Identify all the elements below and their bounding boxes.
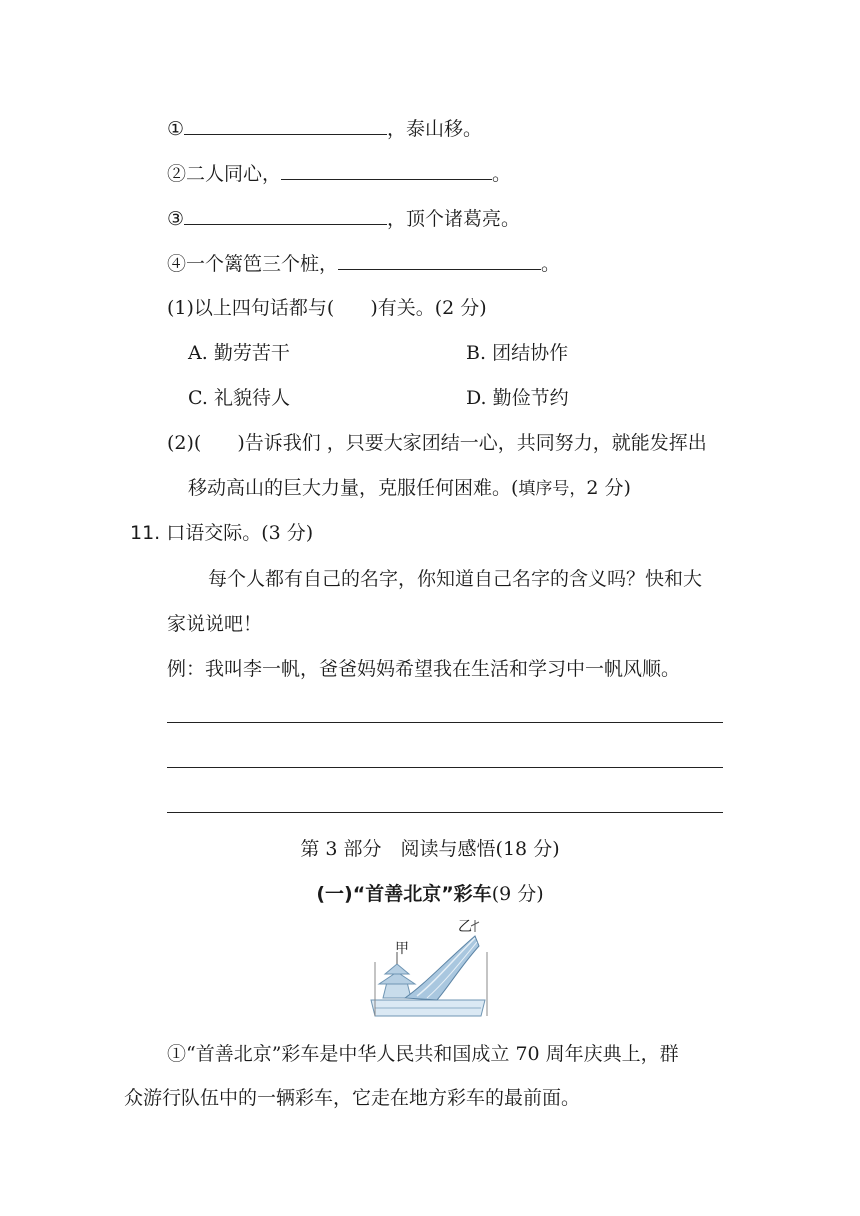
section-one-heading: (一)“首善北京”彩车(9 分) [316,883,544,905]
option-d[interactable]: D. 勤俭节约 [466,387,569,409]
parade-float-illustration [365,912,495,1024]
label-yi: 乙 [458,919,472,935]
option-c[interactable]: C. 礼貌待人 [188,387,290,409]
option-b[interactable]: B. 团结协作 [466,342,569,364]
answer-blank-4[interactable] [338,249,541,270]
subquestion-2-line2: 移动高山的巨大力量，克服任何困难。(填序号，2 分) [188,477,631,499]
label-jia: 甲 [395,941,409,957]
part3-heading: 第 3 部分 阅读与感悟(18 分) [300,838,560,860]
idiom-item-1: ① ，泰山移。 [167,114,482,143]
idiom-item-4: ④一个篱笆三个桩， 。 [167,249,560,278]
answer-blank-2[interactable] [281,159,492,180]
subquestion-1: (1)以上四句话都与( )有关。(2 分) [167,297,487,319]
reading-paragraph-line1: ①“首善北京”彩车是中华人民共和国成立 70 周年庆典上，群 [167,1043,679,1065]
question-11-title: 11. 口语交际。(3 分) [130,522,314,544]
float-drawing [365,912,495,1024]
subquestion-2: (2)( )告诉我们 ，只要大家团结一心，共同努力，就能发挥出 [167,432,707,454]
answer-line-2[interactable] [167,767,723,768]
option-a[interactable]: A. 勤劳苦干 [188,342,290,364]
idiom-item-3: ③ ，顶个诸葛亮。 [167,204,520,233]
q11-prompt-line1: 每个人都有自己的名字，你知道自己名字的含义吗？快和大 [208,568,703,590]
idiom-item-2: ②二人同心， 。 [167,159,511,188]
answer-blank-3[interactable] [184,204,387,225]
answer-line-3[interactable] [167,812,723,813]
answer-line-1[interactable] [167,722,723,723]
q11-prompt-line2: 家说说吧！ [167,613,263,635]
answer-blank-1[interactable] [184,114,387,135]
q11-example: 例：我叫李一帆，爸爸妈妈希望我在生活和学习中一帆风顺。 [167,658,681,680]
reading-paragraph-line2: 众游行队伍中的一辆彩车，它走在地方彩车的最前面。 [124,1087,581,1109]
